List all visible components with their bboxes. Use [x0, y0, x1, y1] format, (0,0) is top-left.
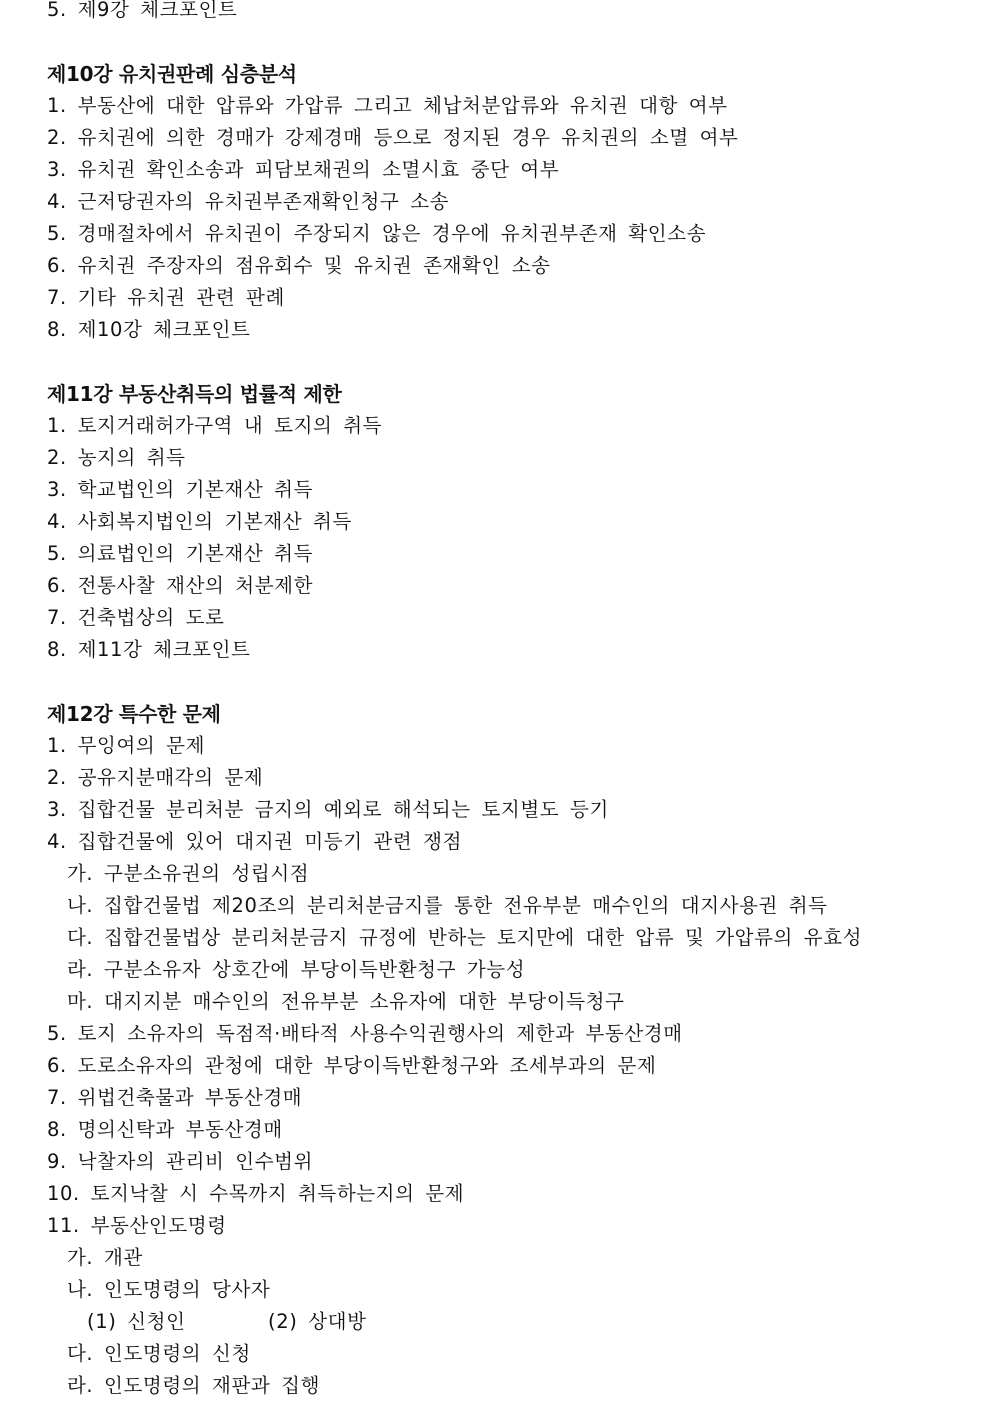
chapter-10-item: 5. 경매절차에서 유치권이 주장되지 않은 경우에 유치권부존재 확인소송 — [47, 222, 707, 245]
chapter-12-subitem: 마. 대지지분 매수인의 전유부분 소유자에 대한 부당이득청구 — [67, 990, 625, 1013]
chapter-12-subitem: 라. 인도명령의 재판과 집행 — [67, 1374, 321, 1397]
spacer — [47, 346, 967, 378]
prev-chapter-item-5: 5. 제9강 체크포인트 — [47, 0, 238, 21]
chapter-12-item: 8. 명의신탁과 부동산경매 — [47, 1118, 283, 1141]
applicant-label: (1) 신청인 — [87, 1310, 186, 1333]
chapter-11-item: 1. 토지거래허가구역 내 토지의 취득 — [47, 414, 383, 437]
chapter-12-subsubitem-row — [47, 1306, 967, 1338]
chapter-10-item: 7. 기타 유치권 관련 판례 — [47, 286, 285, 309]
chapter-10-item: 6. 유치권 주장자의 점유회수 및 유치권 존재확인 소송 — [47, 254, 551, 277]
chapter-11-item: 3. 학교법인의 기본재산 취득 — [47, 478, 314, 501]
chapter-11-item: 4. 사회복지법인의 기본재산 취득 — [47, 510, 352, 533]
chapter-10-item: 2. 유치권에 의한 경매가 강제경매 등으로 정지된 경우 유치권의 소멸 여부 — [47, 126, 739, 149]
chapter-12-item: 7. 위법건축물과 부동산경매 — [47, 1086, 303, 1109]
chapter-12-item: 6. 도로소유자의 관청에 대한 부당이득반환청구와 조세부과의 문제 — [47, 1054, 657, 1077]
chapter-12-item: 5. 토지 소유자의 독점적·배타적 사용수익권행사의 제한과 부동산경매 — [47, 1022, 683, 1045]
chapter-12-item: 2. 공유지분매각의 문제 — [47, 766, 264, 789]
chapter-12-title: 제12강 특수한 문제 — [47, 702, 221, 726]
chapter-12-subitem: 나. 집합건물법 제20조의 분리처분금지를 통한 전유부분 매수인의 대지사용권 취득 — [67, 894, 828, 917]
chapter-12-item: 3. 집합건물 분리처분 금지의 예외로 해석되는 토지별도 등기 — [47, 798, 609, 821]
chapter-11-item: 6. 전통사찰 재산의 처분제한 — [47, 574, 314, 597]
chapter-11-item: 2. 농지의 취득 — [47, 446, 186, 469]
chapter-12-subitem: 가. 구분소유권의 성립시점 — [67, 862, 310, 885]
chapter-10-item: 4. 근저당권자의 유치권부존재확인청구 소송 — [47, 190, 450, 213]
chapter-12-subitem: 다. 집합건물법상 분리처분금지 규정에 반하는 토지만에 대한 압류 및 가압류의 유효성 — [67, 926, 863, 949]
chapter-11-item: 7. 건축법상의 도로 — [47, 606, 225, 629]
chapter-10-item: 8. 제10강 체크포인트 — [47, 318, 251, 341]
chapter-12-item: 10. 토지낙찰 시 수목까지 취득하는지의 문제 — [47, 1182, 465, 1205]
chapter-12-subitem: 라. 구분소유자 상호간에 부당이득반환청구 가능성 — [67, 958, 526, 981]
respondent-label: (2) 상대방 — [268, 1310, 367, 1333]
chapter-10-item: 3. 유치권 확인소송과 피담보채권의 소멸시효 중단 여부 — [47, 158, 560, 181]
chapter-10-title: 제10강 유치권판례 심층분석 — [47, 62, 297, 86]
chapter-12-item: 11. 부동산인도명령 — [47, 1214, 227, 1237]
document-page — [47, 0, 967, 1402]
chapter-12-item: 9. 낙찰자의 관리비 인수범위 — [47, 1150, 314, 1173]
chapter-11-title: 제11강 부동산취득의 법률적 제한 — [47, 382, 342, 406]
chapter-12-subitem: 가. 개관 — [67, 1246, 143, 1269]
chapter-12-subitem: 다. 인도명령의 신청 — [67, 1342, 251, 1365]
chapter-12-item: 1. 무잉여의 문제 — [47, 734, 206, 757]
chapter-11-item: 8. 제11강 체크포인트 — [47, 638, 251, 661]
spacer — [47, 26, 967, 58]
chapter-12-item: 4. 집합건물에 있어 대지권 미등기 관련 쟁점 — [47, 830, 463, 853]
spacer — [47, 666, 967, 698]
chapter-12-subitem: 나. 인도명령의 당사자 — [67, 1278, 271, 1301]
chapter-10-item: 1. 부동산에 대한 압류와 가압류 그리고 체납처분압류와 유치권 대항 여부 — [47, 94, 728, 117]
chapter-11-item: 5. 의료법인의 기본재산 취득 — [47, 542, 314, 565]
